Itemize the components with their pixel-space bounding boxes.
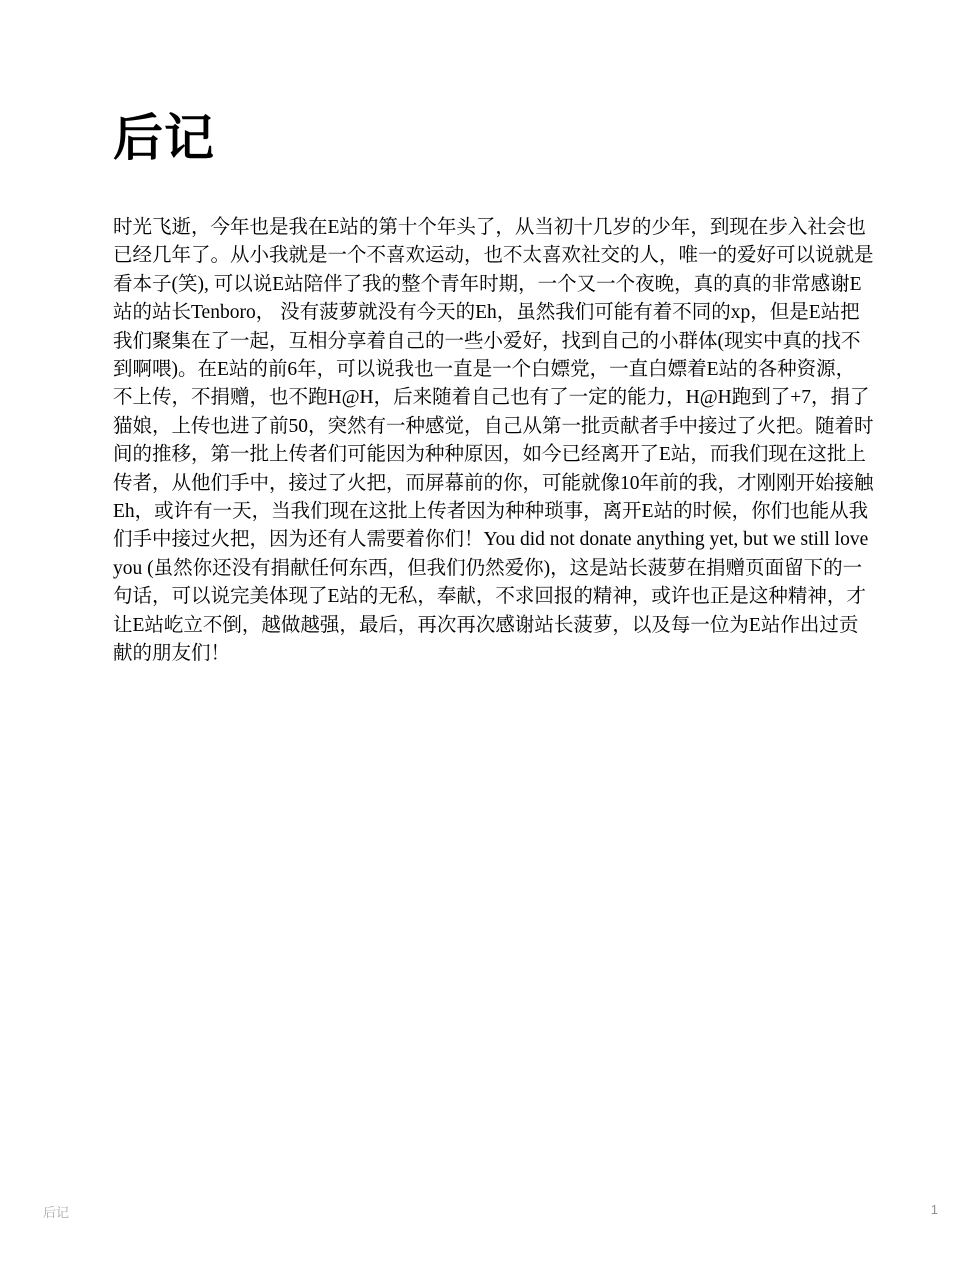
text-line: 句话，可以说完美体现了E站的无私，奉献，不求回报的精神，或许也正是这种精神，才 [113, 586, 866, 608]
text-line: 们手中接过火把，因为还有人需要着你们！You did not donate anything yet, but we still love [113, 529, 869, 551]
footer-page-number: 1 [930, 1202, 938, 1217]
text-line: you (虽然你还没有捐献任何东西，但我们仍然爱你)，这是站长菠萝在捐赠页面留下的一 [113, 557, 863, 579]
text-line: 传者，从他们手中，接过了火把，而屏幕前的你，可能就像10年前的我，才刚刚开始接触 [113, 472, 874, 494]
text-line: 献的朋友们！ [113, 643, 231, 665]
page-footer [0, 1198, 980, 1220]
text-line: 已经几年了。从小我就是一个不喜欢运动，也不太喜欢社交的人，唯一的爱好可以说就是 [113, 245, 874, 267]
afterword-paragraph [113, 214, 874, 669]
footer-section-label: 后记 [43, 1205, 70, 1220]
page-content [113, 108, 874, 669]
text-line: 到啊喂)。在E站的前6年，可以说我也一直是一个白嫖党，一直白嫖着E站的各种资源， [113, 359, 856, 381]
text-line: 我们聚集在了一起，互相分享着自己的一些小爱好，找到自己的小群体(现实中真的找不 [113, 330, 861, 352]
text-line: 让E站屹立不倒，越做越强，最后，再次再次感谢站长菠萝，以及每一位为E站作出过贡 [113, 614, 859, 636]
text-line: Eh，或许有一天，当我们现在这批上传者因为种种琐事，离开E站的时候，你们也能从我 [113, 501, 869, 523]
text-line: 不上传，不捐赠，也不跑H@H，后来随着自己也有了一定的能力，H@H跑到了+7，捐了 [113, 387, 870, 409]
text-line: 看本子(笑), 可以说E站陪伴了我的整个青年时期，一个又一个夜晚，真的真的非常感谢E [113, 273, 862, 295]
text-line: 站的站长Tenboro， 没有菠萝就没有今天的Eh，虽然我们可能有着不同的xp，但是E站把 [113, 302, 860, 324]
page-title: 后记 [113, 110, 215, 166]
text-line: 时光飞逝，今年也是我在E站的第十个年头了，从当初十几岁的少年，到现在步入社会也 [113, 217, 866, 238]
text-line: 间的推移，第一批上传者们可能因为种种原因，如今已经离开了E站，而我们现在这批上 [113, 444, 866, 466]
text-line: 猫娘，上传也进了前50，突然有一种感觉，自己从第一批贡献者手中接过了火把。随着时 [113, 415, 874, 437]
